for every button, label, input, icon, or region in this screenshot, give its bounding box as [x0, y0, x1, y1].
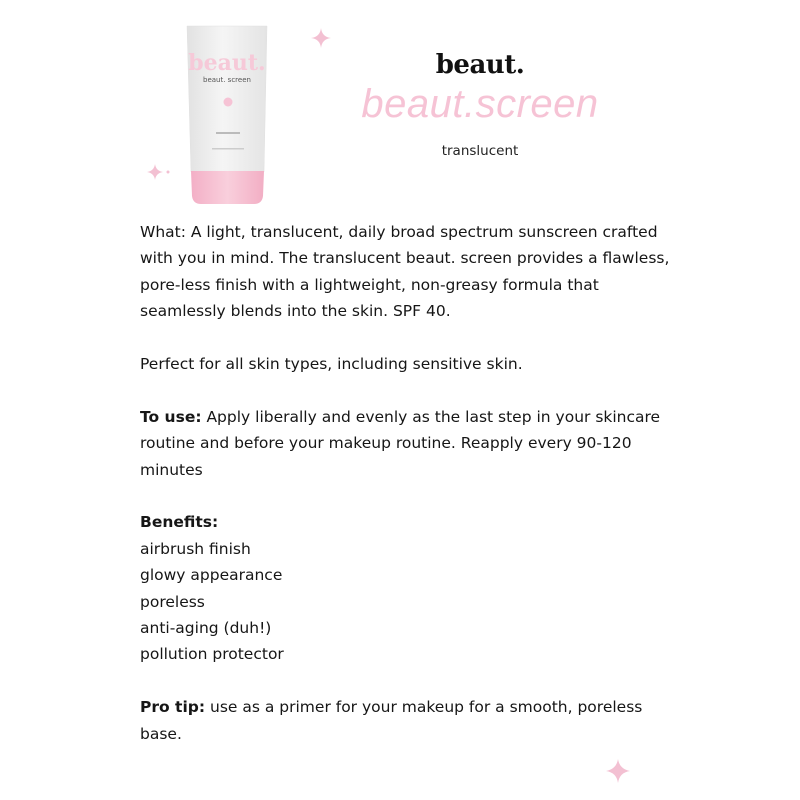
benefit-item: pollution protector — [140, 645, 284, 664]
sparkle-icon — [310, 27, 332, 49]
sparkle-icon — [146, 162, 172, 182]
brand-logo: beaut. — [435, 50, 525, 80]
product-name: beaut.screen — [361, 82, 599, 126]
benefit-item: anti-aging (duh!) — [140, 619, 272, 638]
to-use-text: Apply liberally and evenly as the last step in your skincare routine and before your makeup routine. Reapply every 90-120 minutes — [140, 407, 661, 479]
product-variant: translucent — [441, 143, 519, 159]
tube-brand-text: beaut. — [188, 50, 266, 76]
skin-types-paragraph: Perfect for all skin types, including sensitive skin. — [140, 355, 523, 374]
benefit-item: poreless — [140, 592, 205, 611]
benefit-item: airbrush finish — [140, 539, 251, 558]
pro-tip-label: Pro tip: — [140, 698, 206, 717]
product-description — [140, 219, 670, 747]
to-use-paragraph — [140, 404, 670, 483]
tube-dot-icon — [224, 98, 233, 107]
sparkle-icon — [603, 757, 633, 785]
benefit-item: glowy appearance — [140, 566, 283, 585]
pro-tip-text: use as a primer for your makeup for a smooth, poreless base. — [140, 698, 643, 743]
to-use-label: To use: — [140, 407, 202, 426]
tube-product-text: beaut. screen — [203, 76, 251, 84]
what-paragraph: What: A light, translucent, daily broad spectrum sunscreen crafted with you in mind. The translucent beaut. screen provides a flawless, pore-less finish with a lightweight, non-greasy formula that seamlessly blends into the skin. SPF 40. — [140, 223, 670, 321]
pro-tip-paragraph — [140, 694, 670, 747]
benefits-label: Benefits: — [140, 513, 219, 532]
